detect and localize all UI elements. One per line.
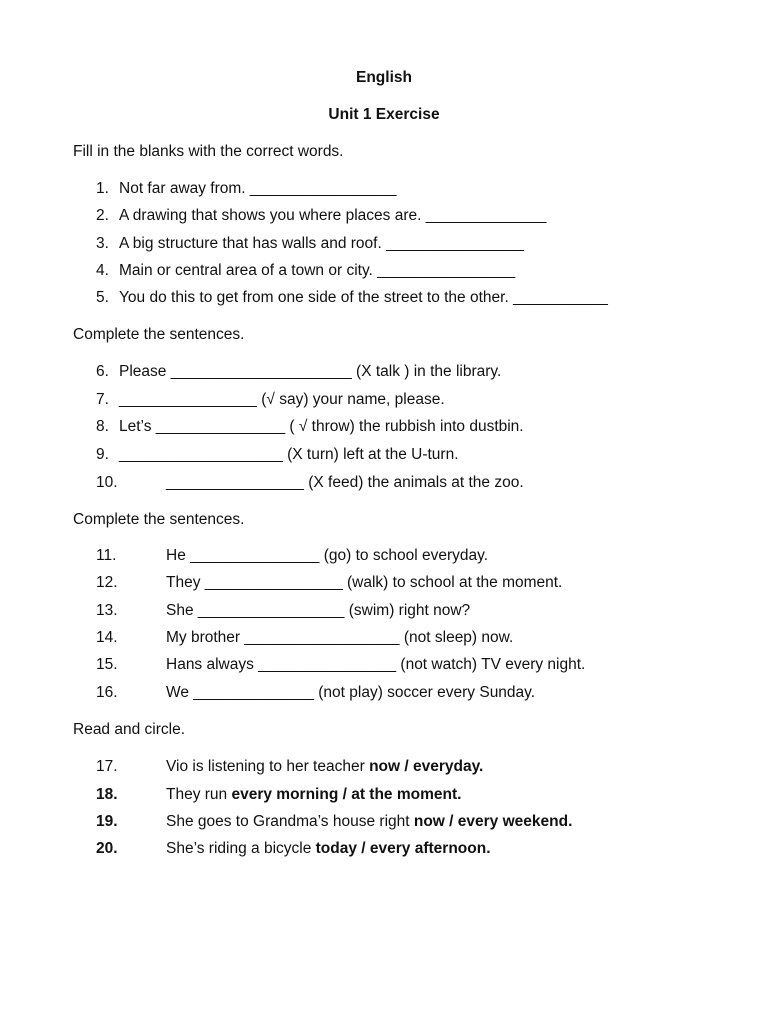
item-number: 19. [96, 813, 118, 830]
list-item [0, 683, 768, 703]
item-text: She _________________ (swim) right now? [166, 602, 471, 619]
item-text: You do this to get from one side of the street to the other. ___________ [119, 289, 608, 306]
section-1-instruction: Fill in the blanks with the correct words. [73, 143, 344, 160]
sentence-text: She’s riding a bicycle [166, 840, 316, 857]
item-text: ________________ (X feed) the animals at the zoo. [166, 474, 524, 491]
list-item [0, 628, 768, 648]
item-text: A big structure that has walls and roof. ________________ [119, 235, 525, 252]
list-item [0, 785, 768, 805]
item-number: 18. [96, 786, 118, 803]
item-text: Let’s _______________ ( √ throw) the rubbish into dustbin. [119, 418, 524, 435]
list-item [0, 179, 768, 199]
item-number: 17. [96, 758, 118, 775]
item-text [166, 839, 491, 859]
item-number: 4. [96, 262, 109, 279]
item-number: 20. [96, 840, 118, 857]
item-text [166, 812, 572, 832]
section-4-instruction: Read and circle. [73, 721, 186, 738]
item-number: 16. [96, 684, 118, 701]
item-number: 2. [96, 207, 109, 224]
document-subtitle: Unit 1 Exercise [328, 106, 440, 123]
sentence-end: . [486, 840, 491, 857]
item-number: 9. [96, 446, 109, 463]
item-number: 8. [96, 418, 109, 435]
list-item [0, 757, 768, 777]
item-number: 11. [96, 547, 117, 564]
item-number: 7. [96, 391, 109, 408]
list-item [0, 206, 768, 226]
item-text: Main or central area of a town or city. ________________ [119, 262, 516, 279]
item-number: 14. [96, 629, 118, 646]
circle-choice: every morning / at the moment. [231, 786, 462, 803]
item-number: 3. [96, 235, 109, 252]
circle-choice: now / everyday. [369, 758, 484, 775]
item-number: 12. [96, 574, 118, 591]
list-item [0, 288, 768, 308]
item-text: He _______________ (go) to school everyday. [166, 547, 488, 564]
list-item [0, 261, 768, 281]
list-item [0, 839, 768, 859]
item-text: Please _____________________ (X talk ) in the library. [119, 363, 502, 380]
section-2-instruction: Complete the sentences. [73, 326, 245, 343]
item-text [166, 785, 461, 805]
item-text: ___________________ (X turn) left at the U-turn. [119, 446, 459, 463]
circle-choice: now / every weekend [413, 813, 569, 830]
item-number: 10. [96, 474, 118, 491]
sentence-text: Vio is listening to her teacher [166, 758, 370, 775]
sentence-text: She goes to Grandma’s house right [166, 813, 414, 830]
list-item [0, 601, 768, 621]
sentence-end: . [568, 813, 573, 830]
sentence-text: They run [166, 786, 232, 803]
item-number: 1. [96, 180, 109, 197]
list-item [0, 390, 768, 410]
list-item [0, 546, 768, 566]
item-number: 13. [96, 602, 118, 619]
item-text: My brother __________________ (not sleep) now. [166, 629, 514, 646]
list-item [0, 417, 768, 437]
document-title: English [356, 69, 412, 86]
list-item [0, 445, 768, 465]
list-item [0, 362, 768, 382]
item-text: ________________ (√ say) your name, please. [119, 391, 445, 408]
list-item [0, 234, 768, 254]
circle-choice: today / every afternoon [315, 840, 487, 857]
list-item [0, 473, 768, 493]
item-text: They ________________ (walk) to school at the moment. [166, 574, 563, 591]
item-text: Not far away from. _________________ [119, 180, 397, 197]
list-item [0, 812, 768, 832]
list-item [0, 655, 768, 675]
item-text: A drawing that shows you where places are. ______________ [119, 207, 547, 224]
item-number: 15. [96, 656, 118, 673]
item-number: 6. [96, 363, 109, 380]
item-text: Hans always ________________ (not watch) TV every night. [166, 656, 586, 673]
list-item [0, 573, 768, 593]
section-3-instruction: Complete the sentences. [73, 511, 245, 528]
item-text [166, 757, 483, 777]
item-number: 5. [96, 289, 109, 306]
item-text: We ______________ (not play) soccer every Sunday. [166, 684, 536, 701]
